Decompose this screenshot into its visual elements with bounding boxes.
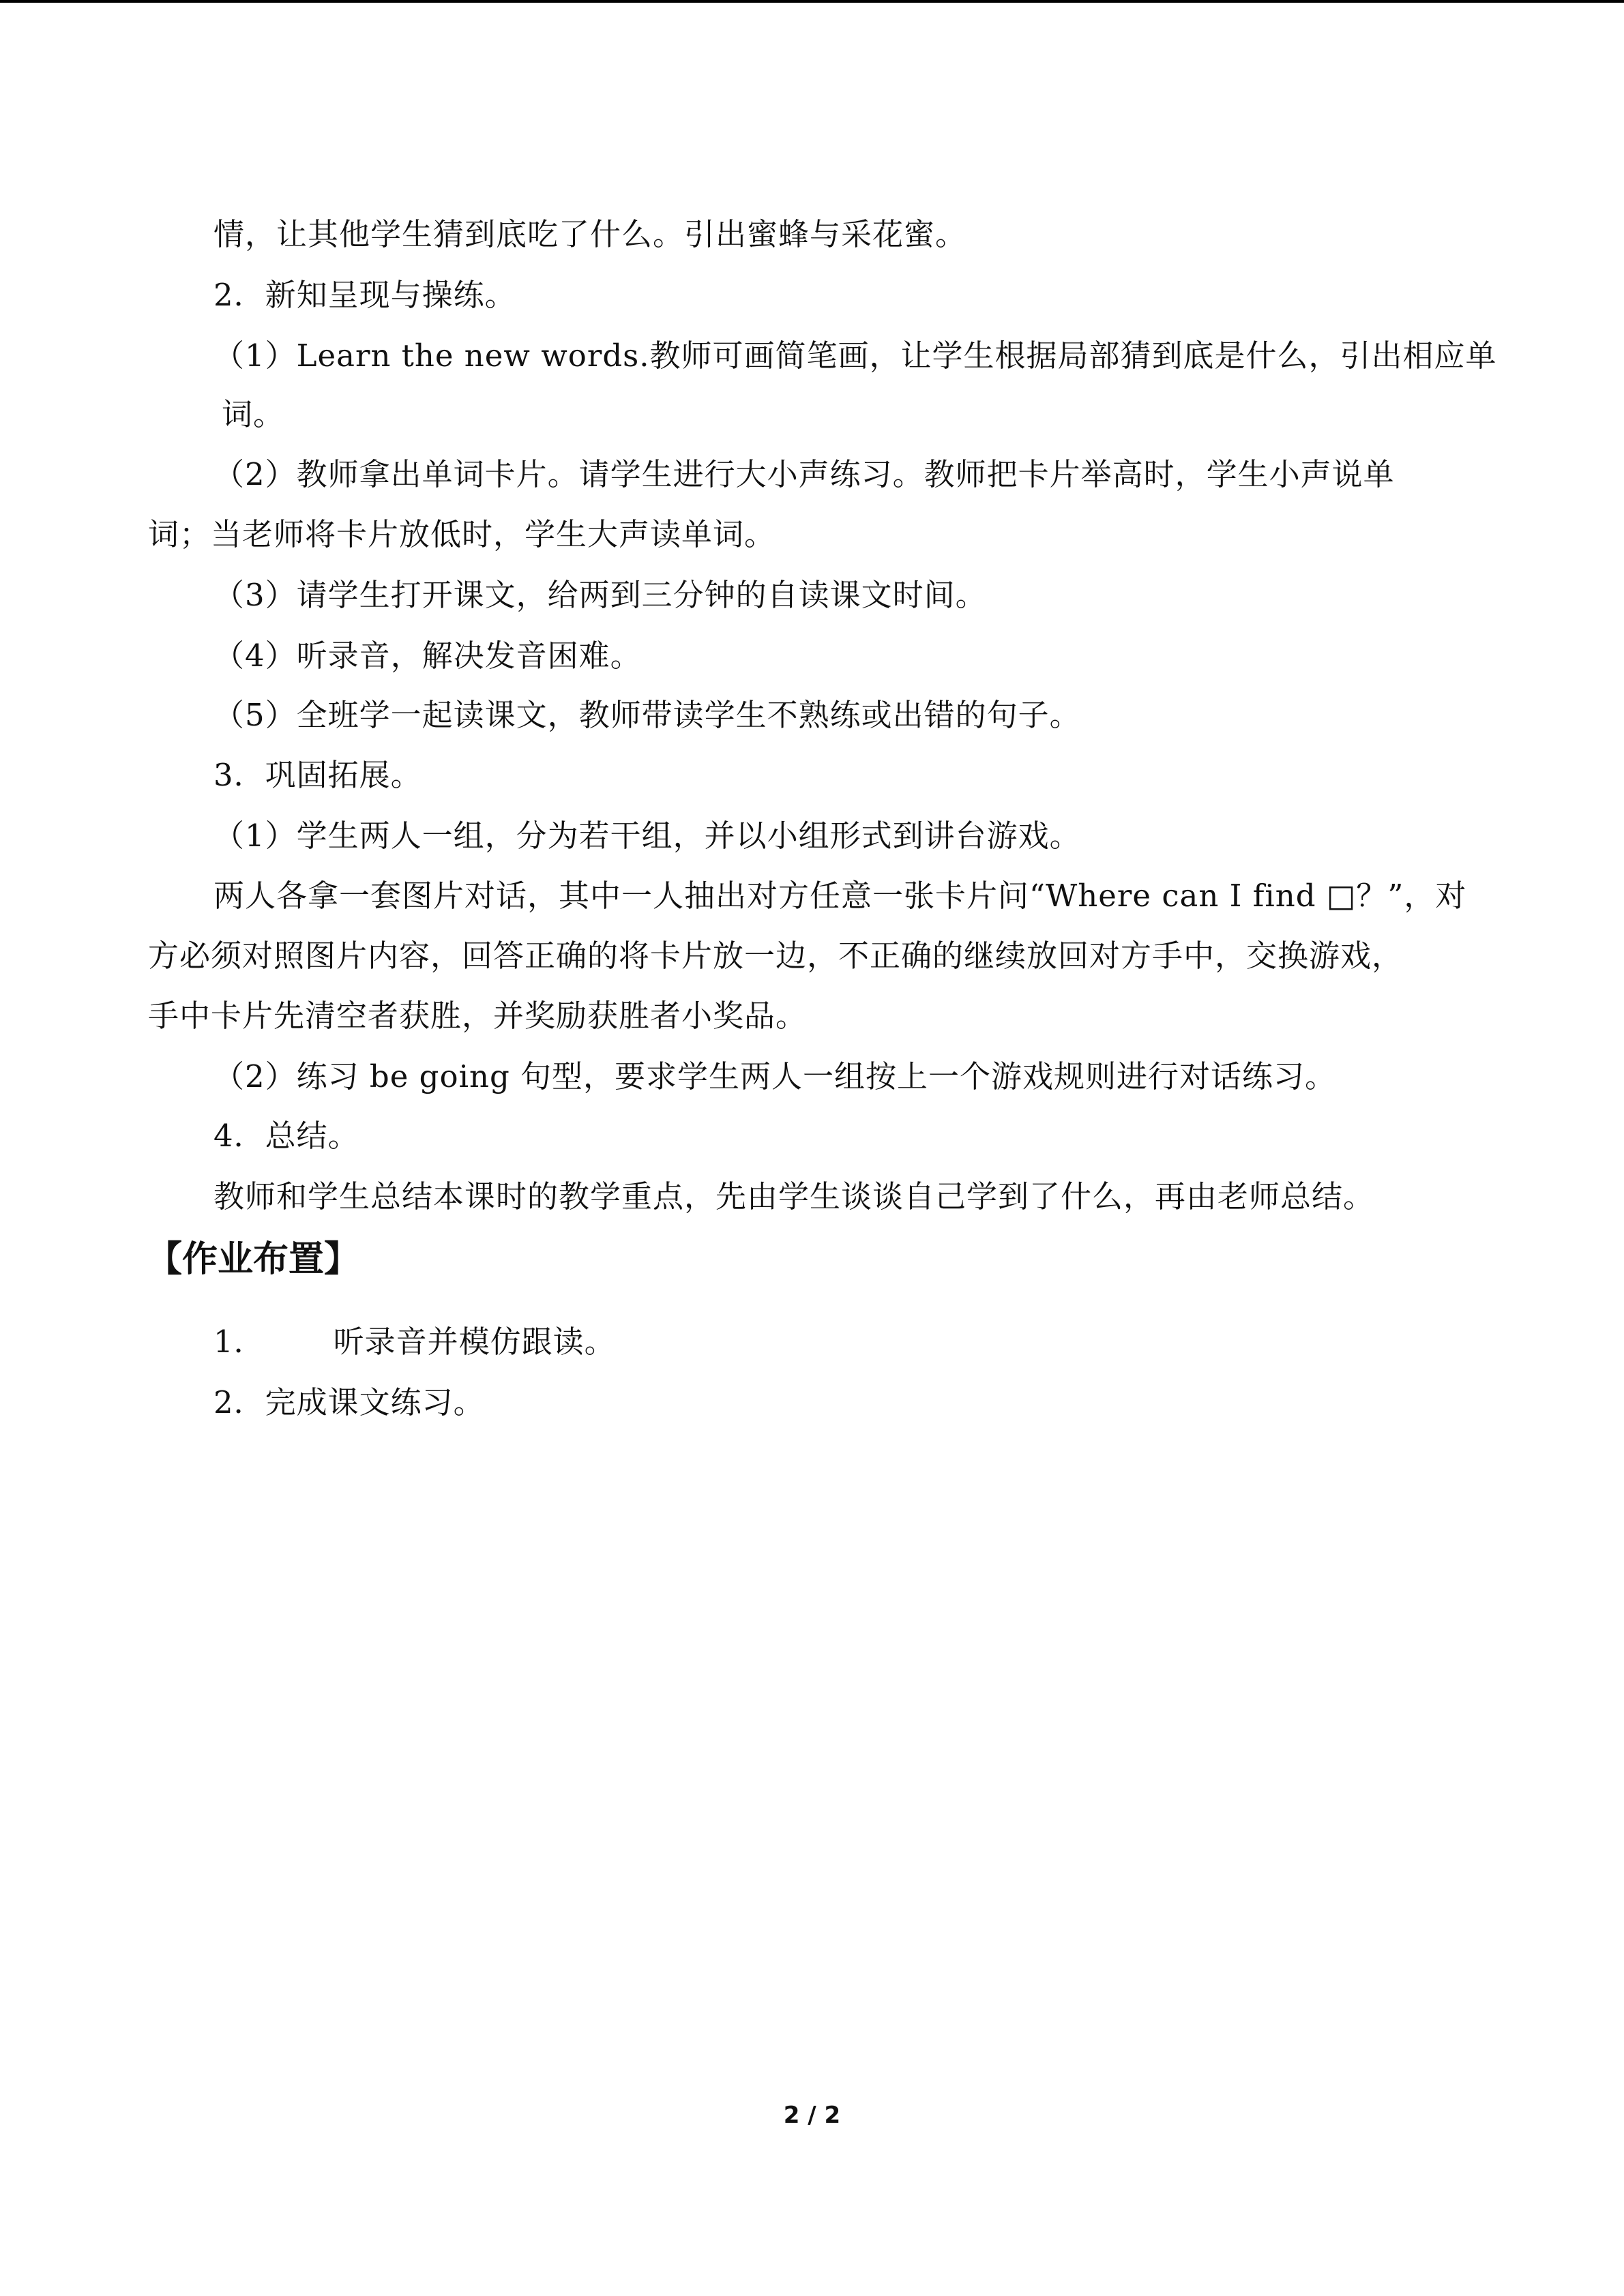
- body-line-12: 两人各拿一套图片对话，其中一人抽出对方任意一张卡片问“Where can I find □？”，对: [213, 878, 1467, 914]
- homework-item-1-number: 1．: [213, 1324, 265, 1360]
- section-2-title: 2．新知呈现与操练。: [213, 277, 516, 313]
- body-line-3: （1）Learn the new words.教师可画简笔画，让学生根据局部猜到底是什么，引出相应单: [213, 338, 1497, 374]
- body-line-9: （5）全班学一起读课文，教师带读学生不熟练或出错的句子。: [213, 697, 1081, 733]
- homework-item-1: [213, 1322, 616, 1362]
- body-line-6: 词；当老师将卡片放低时，学生大声读单词。: [148, 516, 776, 552]
- body-line-4: 词。: [222, 396, 285, 432]
- section-3-title: 3．巩固拓展。: [213, 757, 422, 793]
- body-line-7: （3）请学生打开课文，给两到三分钟的自读课文时间。: [213, 577, 987, 613]
- body-line-8: （4）听录音，解决发音困难。: [213, 638, 642, 674]
- body-line-14: 手中卡片先清空者获胜，并奖励获胜者小奖品。: [148, 998, 808, 1034]
- homework-item-2-text: 2．完成课文练习。: [213, 1384, 485, 1420]
- body-line-13: 方必须对照图片内容，回答正确的将卡片放一边，不正确的继续放回对方手中，交换游戏，: [148, 938, 1404, 974]
- homework-item-1-text: 听录音并模仿跟读。: [333, 1324, 616, 1360]
- body-line-11: （1）学生两人一组，分为若干组，并以小组形式到讲台游戏。: [213, 818, 1081, 854]
- section-4-title: 4．总结。: [213, 1118, 359, 1154]
- page-number: 2 / 2: [783, 2102, 841, 2129]
- homework-item-2: [213, 1382, 485, 1423]
- body-line-17: 教师和学生总结本课时的教学重点，先由学生谈谈自己学到了什么，再由老师总结。: [213, 1178, 1375, 1214]
- body-line-15: （2）练习 be going 句型，要求学生两人一组按上一个游戏规则进行对话练习。: [213, 1058, 1337, 1094]
- body-line-1: 情，让其他学生猜到底吃了什么。引出蜜蜂与采花蜜。: [213, 216, 967, 252]
- body-line-5: （2）教师拿出单词卡片。请学生进行大小声练习。教师把卡片举高时，学生小声说单: [213, 456, 1395, 492]
- homework-heading: 【作业布置】: [147, 1239, 360, 1280]
